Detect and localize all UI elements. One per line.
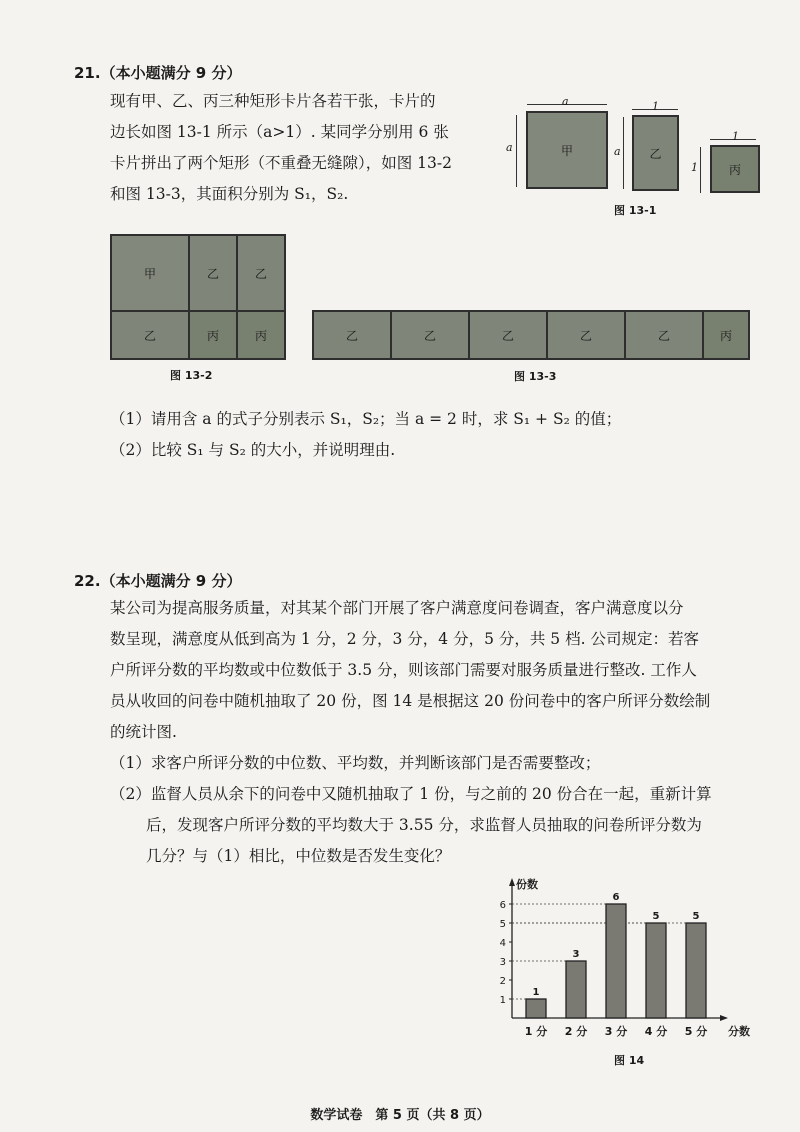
y-tick-label: 6 [499,900,506,911]
x-tick-label: 4 分 [644,1025,668,1038]
q21-header: 21.（本小题满分 9 分） [74,64,242,82]
y-tick-label: 3 [499,957,506,968]
x-tick-label: 2 分 [564,1025,588,1038]
q22-intro-line: 员从收回的问卷中随机抽取了 20 份，图 14 是根据这 20 份问卷中的客户所评分数绘制 [110,692,711,710]
bar-value-label: 6 [612,892,620,903]
dim-1-bing-top: 1 [732,130,739,143]
figure-13-3-caption: 图 13-3 [514,370,557,383]
q21-intro-line: 卡片拼出了两个矩形（不重叠无缝隙），如图 13-2 [110,154,453,172]
card-yi: 乙 [624,310,704,360]
bar-value-label: 3 [572,949,580,960]
bar [606,904,626,1018]
q22-intro [110,593,790,872]
x-tick-label: 5 分 [684,1025,708,1038]
bar [526,999,546,1018]
figure-13-1 [500,95,770,225]
dim-a-top: a [562,95,569,108]
dim-1-yi-top: 1 [652,100,659,113]
y-axis-label: 份数 [516,878,538,891]
q21-intro-line: 现有甲、乙、丙三种矩形卡片各若干张，卡片的 [110,92,436,110]
x-tick-label: 3 分 [604,1025,628,1038]
dimension-arrow [700,147,701,193]
figure-13-2 [110,234,290,384]
y-axis-arrow [509,878,515,886]
q22-intro-line: 户所评分数的平均数或中位数低于 3.5 分，则该部门需要对服务质量进行整改. 工作人 [110,661,697,679]
q21-part-1: （1）请用含 a 的式子分别表示 S₁，S₂；当 a = 2 时，求 S₁ + S₂ 的值； [110,410,622,428]
q22-part-1: （1）求客户所评分数的中位数、平均数，并判断该部门是否需要整改； [110,754,601,772]
q22-intro-line: 数呈现，满意度从低到高为 1 分，2 分，3 分，4 分，5 分，共 5 档. 公司规定：若客 [110,630,699,648]
q22-intro-line: 某公司为提高服务质量，对其某个部门开展了客户满意度问卷调查，客户满意度以分 [110,599,684,617]
x-axis-label: 分数 [728,1025,750,1038]
x-axis-arrow [720,1015,728,1021]
y-tick-label: 2 [499,976,506,987]
card-yi: 乙 [468,310,548,360]
card-yi: 乙 [110,310,190,360]
card-yi: 乙 [188,234,238,312]
figure-13-2-caption: 图 13-2 [170,369,213,382]
y-tick-label: 1 [499,995,506,1006]
card-jia: 甲 [526,111,608,189]
bar [686,923,706,1018]
page-footer: 数学试卷 第 5 页（共 8 页） [310,1108,490,1123]
card-bing: 丙 [710,145,760,193]
q21-intro-line: 边长如图 13-1 所示（a>1）. 某同学分别用 6 张 [110,123,449,141]
bar [646,923,666,1018]
card-yi: 乙 [632,115,679,191]
figure-13-3 [312,310,752,385]
dim-a-left: a [506,141,513,154]
q22-part-2-line: 后，发现客户所评分数的平均数大于 3.55 分，求监督人员抽取的问卷所评分数为 [146,816,702,834]
q21-parts [110,404,770,466]
y-tick-label: 4 [499,938,506,949]
q21-intro-line: 和图 13-3，其面积分别为 S₁，S₂. [110,185,349,203]
card-yi: 乙 [312,310,392,360]
q22-intro-line: 的统计图. [110,723,177,741]
bar-value-label: 1 [532,987,540,998]
q21-intro [110,86,510,210]
x-tick-label: 1 分 [524,1025,548,1038]
q22-part-2-line: （2）监督人员从余下的问卷中又随机抽取了 1 份，与之前的 20 份合在一起，重新计算 [110,785,712,803]
bar [566,961,586,1018]
card-jia: 甲 [110,234,190,312]
q21-part-2: （2）比较 S₁ 与 S₂ 的大小，并说明理由. [110,441,396,459]
dim-a-yi-left: a [614,145,621,158]
dimension-arrow [623,117,624,189]
dimension-arrow [516,115,517,187]
card-bing: 丙 [702,310,750,360]
card-yi: 乙 [236,234,286,312]
card-yi: 乙 [390,310,470,360]
figure-14-bar-chart [490,868,770,1078]
bar-value-label: 5 [692,911,700,922]
figure-14-caption: 图 14 [614,1054,645,1067]
dim-1-bing-left: 1 [691,161,698,174]
card-bing: 丙 [236,310,286,360]
y-tick-label: 5 [499,919,506,930]
q22-header: 22.（本小题满分 9 分） [74,572,242,590]
card-bing: 丙 [188,310,238,360]
q22-part-2-line: 几分？与（1）相比，中位数是否发生变化？ [146,847,451,865]
bar-value-label: 5 [652,911,660,922]
figure-13-1-caption: 图 13-1 [614,204,657,217]
card-yi: 乙 [546,310,626,360]
